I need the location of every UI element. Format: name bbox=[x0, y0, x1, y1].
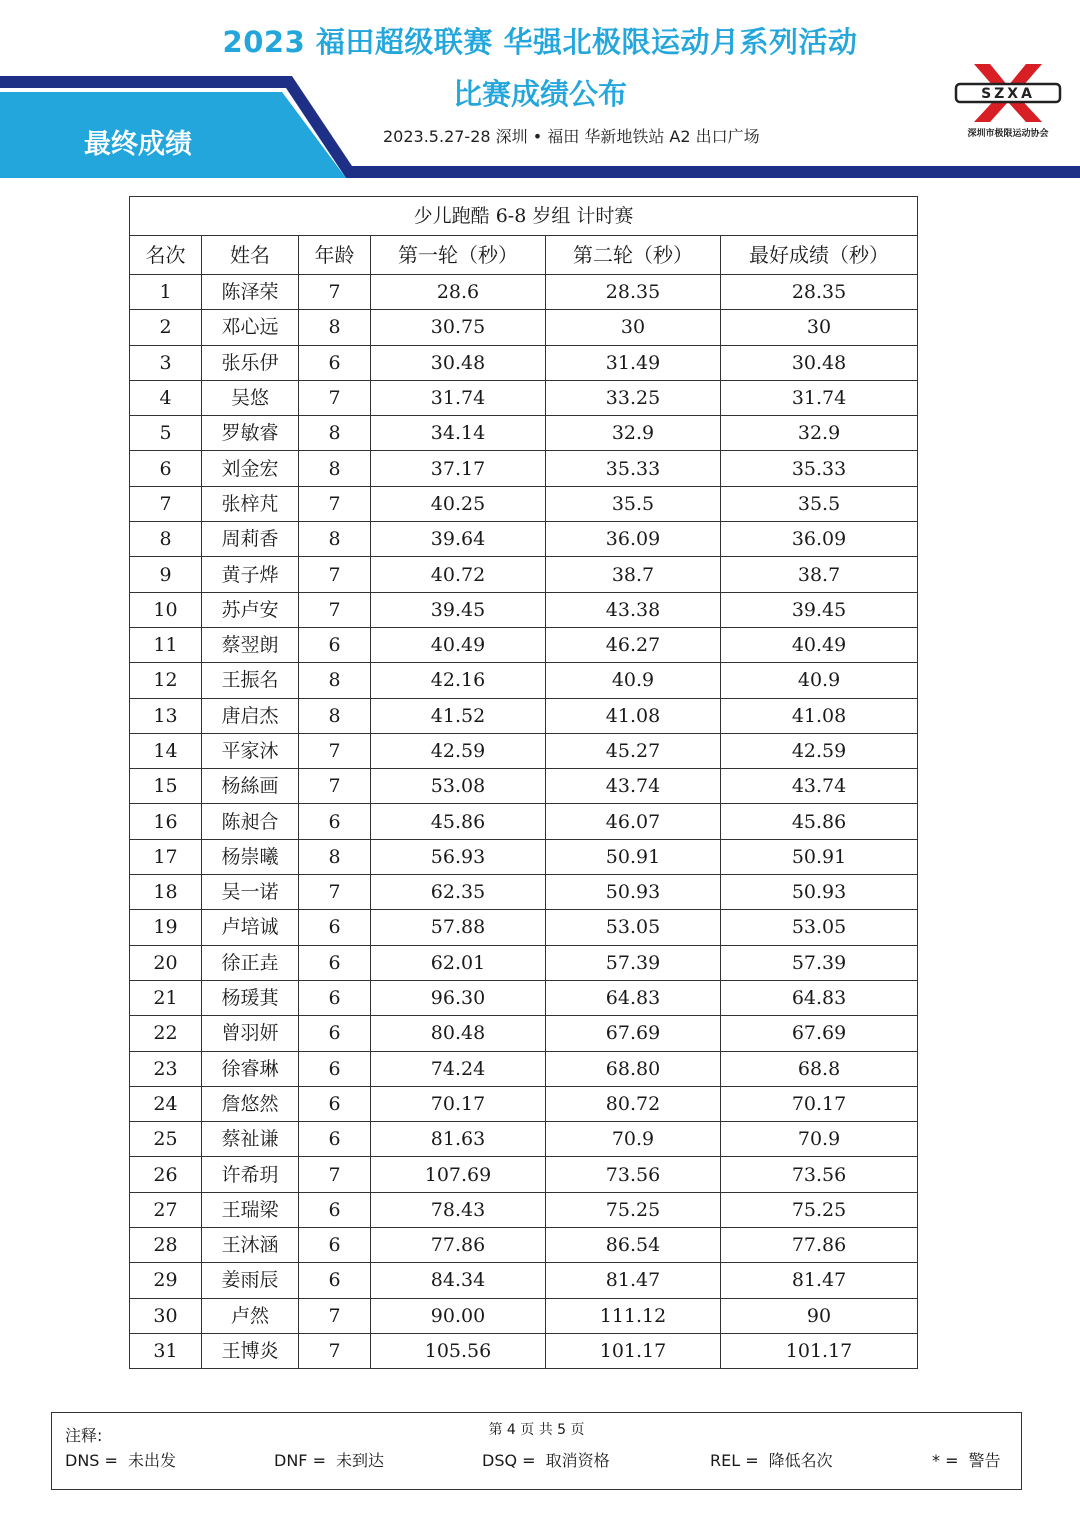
round1-cell: 77.86 bbox=[371, 1228, 546, 1263]
rank-cell: 15 bbox=[130, 769, 202, 804]
legend-code: REL = bbox=[710, 1451, 759, 1470]
rank-cell: 29 bbox=[130, 1263, 202, 1298]
col-header-round2: 第二轮（秒） bbox=[546, 236, 721, 275]
best-cell: 40.49 bbox=[721, 627, 918, 662]
table-caption: 少儿跑酷 6-8 岁组 计时赛 bbox=[130, 197, 918, 236]
round1-cell: 42.16 bbox=[371, 663, 546, 698]
table-row bbox=[130, 275, 918, 310]
table-row bbox=[130, 1157, 918, 1192]
round1-cell: 84.34 bbox=[371, 1263, 546, 1298]
round2-cell: 43.38 bbox=[546, 592, 721, 627]
round1-cell: 105.56 bbox=[371, 1333, 546, 1368]
name-cell: 吴悠 bbox=[202, 380, 299, 415]
round2-cell: 67.69 bbox=[546, 1016, 721, 1051]
association-logo-icon bbox=[952, 62, 1064, 124]
round2-cell: 75.25 bbox=[546, 1192, 721, 1227]
rank-cell: 24 bbox=[130, 1086, 202, 1121]
best-cell: 70.17 bbox=[721, 1086, 918, 1121]
round2-cell: 46.07 bbox=[546, 804, 721, 839]
page-title: 比赛成绩公布 bbox=[452, 77, 627, 111]
best-cell: 45.86 bbox=[721, 804, 918, 839]
table-row bbox=[130, 451, 918, 486]
name-cell: 曾羽妍 bbox=[202, 1016, 299, 1051]
rank-cell: 5 bbox=[130, 416, 202, 451]
round2-cell: 35.33 bbox=[546, 451, 721, 486]
page-header bbox=[0, 0, 1080, 185]
age-cell: 8 bbox=[299, 522, 371, 557]
round2-cell: 50.93 bbox=[546, 875, 721, 910]
age-cell: 7 bbox=[299, 592, 371, 627]
name-cell: 杨絲画 bbox=[202, 769, 299, 804]
round1-cell: 39.64 bbox=[371, 522, 546, 557]
name-cell: 张梓芃 bbox=[202, 486, 299, 521]
legend-code: DNS = bbox=[65, 1451, 118, 1470]
name-cell: 王博炎 bbox=[202, 1333, 299, 1368]
name-cell: 王瑞梁 bbox=[202, 1192, 299, 1227]
table-row bbox=[130, 592, 918, 627]
table-row bbox=[130, 1051, 918, 1086]
best-cell: 50.91 bbox=[721, 839, 918, 874]
round1-cell: 80.48 bbox=[371, 1016, 546, 1051]
results-table bbox=[129, 196, 918, 1369]
age-cell: 8 bbox=[299, 698, 371, 733]
round1-cell: 78.43 bbox=[371, 1192, 546, 1227]
name-cell: 许希玥 bbox=[202, 1157, 299, 1192]
age-cell: 7 bbox=[299, 557, 371, 592]
rank-cell: 25 bbox=[130, 1122, 202, 1157]
round1-cell: 39.45 bbox=[371, 592, 546, 627]
age-cell: 8 bbox=[299, 663, 371, 698]
age-cell: 6 bbox=[299, 1016, 371, 1051]
name-cell: 陈昶合 bbox=[202, 804, 299, 839]
best-cell: 38.7 bbox=[721, 557, 918, 592]
round2-cell: 43.74 bbox=[546, 769, 721, 804]
age-cell: 6 bbox=[299, 1122, 371, 1157]
rank-cell: 18 bbox=[130, 875, 202, 910]
age-cell: 7 bbox=[299, 275, 371, 310]
table-row bbox=[130, 522, 918, 557]
table-row bbox=[130, 627, 918, 662]
name-cell: 吴一诺 bbox=[202, 875, 299, 910]
legend-meaning: 未出发 bbox=[127, 1451, 176, 1470]
rank-cell: 6 bbox=[130, 451, 202, 486]
table-row bbox=[130, 486, 918, 521]
logo-text: SZXA bbox=[981, 86, 1035, 102]
round2-cell: 64.83 bbox=[546, 980, 721, 1015]
name-cell: 张乐伊 bbox=[202, 345, 299, 380]
round2-cell: 40.9 bbox=[546, 663, 721, 698]
name-cell: 陈泽荣 bbox=[202, 275, 299, 310]
age-cell: 8 bbox=[299, 310, 371, 345]
round2-cell: 35.5 bbox=[546, 486, 721, 521]
round2-cell: 101.17 bbox=[546, 1333, 721, 1368]
rank-cell: 12 bbox=[130, 663, 202, 698]
date-location: 2023.5.27-28 深圳 • 福田 华新地铁站 A2 出口广场 bbox=[383, 127, 760, 146]
round1-cell: 96.30 bbox=[371, 980, 546, 1015]
age-cell: 6 bbox=[299, 1086, 371, 1121]
round2-cell: 46.27 bbox=[546, 627, 721, 662]
table-row bbox=[130, 910, 918, 945]
table-row bbox=[130, 875, 918, 910]
round2-cell: 68.80 bbox=[546, 1051, 721, 1086]
rank-cell: 8 bbox=[130, 522, 202, 557]
best-cell: 31.74 bbox=[721, 380, 918, 415]
round1-cell: 53.08 bbox=[371, 769, 546, 804]
round2-cell: 30 bbox=[546, 310, 721, 345]
event-title: 2023 福田超级联赛 华强北极限运动月系列活动 bbox=[222, 25, 858, 59]
best-cell: 70.9 bbox=[721, 1122, 918, 1157]
age-cell: 6 bbox=[299, 980, 371, 1015]
age-cell: 7 bbox=[299, 769, 371, 804]
age-cell: 6 bbox=[299, 1263, 371, 1298]
round1-cell: 90.00 bbox=[371, 1298, 546, 1333]
round1-cell: 40.49 bbox=[371, 627, 546, 662]
name-cell: 杨崇曦 bbox=[202, 839, 299, 874]
round2-cell: 73.56 bbox=[546, 1157, 721, 1192]
rank-cell: 28 bbox=[130, 1228, 202, 1263]
best-cell: 36.09 bbox=[721, 522, 918, 557]
best-cell: 64.83 bbox=[721, 980, 918, 1015]
table-row bbox=[130, 769, 918, 804]
table-row bbox=[130, 345, 918, 380]
round2-cell: 81.47 bbox=[546, 1263, 721, 1298]
table-row bbox=[130, 1228, 918, 1263]
legend-dns bbox=[65, 1448, 176, 1471]
best-cell: 39.45 bbox=[721, 592, 918, 627]
rank-cell: 21 bbox=[130, 980, 202, 1015]
name-cell: 王振名 bbox=[202, 663, 299, 698]
col-header-rank: 名次 bbox=[130, 236, 202, 275]
best-cell: 30 bbox=[721, 310, 918, 345]
best-cell: 50.93 bbox=[721, 875, 918, 910]
name-cell: 苏卢安 bbox=[202, 592, 299, 627]
legend-dsq bbox=[482, 1448, 610, 1471]
best-cell: 42.59 bbox=[721, 733, 918, 768]
round1-cell: 62.35 bbox=[371, 875, 546, 910]
best-cell: 75.25 bbox=[721, 1192, 918, 1227]
legend-code: DNF = bbox=[274, 1451, 326, 1470]
table-row bbox=[130, 1192, 918, 1227]
round1-cell: 28.6 bbox=[371, 275, 546, 310]
round2-cell: 28.35 bbox=[546, 275, 721, 310]
banner-label: 最终成绩 bbox=[84, 129, 192, 160]
round2-cell: 45.27 bbox=[546, 733, 721, 768]
rank-cell: 22 bbox=[130, 1016, 202, 1051]
age-cell: 7 bbox=[299, 733, 371, 768]
round2-cell: 32.9 bbox=[546, 416, 721, 451]
table-row bbox=[130, 804, 918, 839]
table-row bbox=[130, 1016, 918, 1051]
legend-code: DSQ = bbox=[482, 1451, 536, 1470]
name-cell: 徐睿琳 bbox=[202, 1051, 299, 1086]
col-header-round1: 第一轮（秒） bbox=[371, 236, 546, 275]
round2-cell: 53.05 bbox=[546, 910, 721, 945]
name-cell: 邓心远 bbox=[202, 310, 299, 345]
age-cell: 8 bbox=[299, 451, 371, 486]
round1-cell: 40.25 bbox=[371, 486, 546, 521]
name-cell: 徐正垚 bbox=[202, 945, 299, 980]
best-cell: 35.33 bbox=[721, 451, 918, 486]
round2-cell: 38.7 bbox=[546, 557, 721, 592]
name-cell: 姜雨辰 bbox=[202, 1263, 299, 1298]
round1-cell: 62.01 bbox=[371, 945, 546, 980]
table-row bbox=[130, 980, 918, 1015]
rank-cell: 17 bbox=[130, 839, 202, 874]
best-cell: 67.69 bbox=[721, 1016, 918, 1051]
legend-dnf bbox=[274, 1448, 384, 1471]
table-row bbox=[130, 733, 918, 768]
table-row bbox=[130, 945, 918, 980]
round1-cell: 40.72 bbox=[371, 557, 546, 592]
round1-cell: 56.93 bbox=[371, 839, 546, 874]
name-cell: 蔡翌朗 bbox=[202, 627, 299, 662]
legend-meaning: 警告 bbox=[968, 1451, 1001, 1470]
best-cell: 30.48 bbox=[721, 345, 918, 380]
round1-cell: 41.52 bbox=[371, 698, 546, 733]
name-cell: 唐启杰 bbox=[202, 698, 299, 733]
best-cell: 77.86 bbox=[721, 1228, 918, 1263]
table-caption-row bbox=[130, 197, 918, 236]
rank-cell: 4 bbox=[130, 380, 202, 415]
best-cell: 101.17 bbox=[721, 1333, 918, 1368]
age-cell: 6 bbox=[299, 1051, 371, 1086]
round1-cell: 30.48 bbox=[371, 345, 546, 380]
round1-cell: 30.75 bbox=[371, 310, 546, 345]
name-cell: 黄子烨 bbox=[202, 557, 299, 592]
best-cell: 35.5 bbox=[721, 486, 918, 521]
legend-meaning: 未到达 bbox=[335, 1451, 384, 1470]
legend-meaning: 降低名次 bbox=[768, 1451, 833, 1470]
best-cell: 90 bbox=[721, 1298, 918, 1333]
rank-cell: 3 bbox=[130, 345, 202, 380]
table-row bbox=[130, 380, 918, 415]
best-cell: 53.05 bbox=[721, 910, 918, 945]
logo-caption: 深圳市极限运动协会 bbox=[967, 129, 1049, 139]
age-cell: 7 bbox=[299, 1333, 371, 1368]
rank-cell: 2 bbox=[130, 310, 202, 345]
age-cell: 6 bbox=[299, 910, 371, 945]
age-cell: 7 bbox=[299, 875, 371, 910]
notes-label: 注释: bbox=[65, 1426, 103, 1445]
best-cell: 57.39 bbox=[721, 945, 918, 980]
table-row bbox=[130, 839, 918, 874]
round1-cell: 31.74 bbox=[371, 380, 546, 415]
rank-cell: 14 bbox=[130, 733, 202, 768]
round1-cell: 37.17 bbox=[371, 451, 546, 486]
age-cell: 6 bbox=[299, 1228, 371, 1263]
age-cell: 8 bbox=[299, 839, 371, 874]
round1-cell: 42.59 bbox=[371, 733, 546, 768]
round1-cell: 34.14 bbox=[371, 416, 546, 451]
name-cell: 卢培诚 bbox=[202, 910, 299, 945]
best-cell: 41.08 bbox=[721, 698, 918, 733]
footer-notes bbox=[51, 1412, 1022, 1490]
table-row bbox=[130, 1263, 918, 1298]
rank-cell: 7 bbox=[130, 486, 202, 521]
table-row bbox=[130, 1298, 918, 1333]
col-header-name: 姓名 bbox=[202, 236, 299, 275]
age-cell: 8 bbox=[299, 416, 371, 451]
age-cell: 7 bbox=[299, 380, 371, 415]
rank-cell: 20 bbox=[130, 945, 202, 980]
rank-cell: 11 bbox=[130, 627, 202, 662]
rank-cell: 31 bbox=[130, 1333, 202, 1368]
age-cell: 6 bbox=[299, 627, 371, 662]
age-cell: 7 bbox=[299, 1157, 371, 1192]
round2-cell: 86.54 bbox=[546, 1228, 721, 1263]
table-row bbox=[130, 1122, 918, 1157]
round1-cell: 57.88 bbox=[371, 910, 546, 945]
col-header-best: 最好成绩（秒） bbox=[721, 236, 918, 275]
table-row bbox=[130, 416, 918, 451]
table-row bbox=[130, 1333, 918, 1368]
round2-cell: 57.39 bbox=[546, 945, 721, 980]
rank-cell: 19 bbox=[130, 910, 202, 945]
round2-cell: 50.91 bbox=[546, 839, 721, 874]
best-cell: 43.74 bbox=[721, 769, 918, 804]
age-cell: 7 bbox=[299, 486, 371, 521]
name-cell: 蔡祉谦 bbox=[202, 1122, 299, 1157]
round2-cell: 33.25 bbox=[546, 380, 721, 415]
legend-meaning: 取消资格 bbox=[545, 1451, 610, 1470]
rank-cell: 1 bbox=[130, 275, 202, 310]
round2-cell: 70.9 bbox=[546, 1122, 721, 1157]
name-cell: 平家沐 bbox=[202, 733, 299, 768]
table-row bbox=[130, 557, 918, 592]
round2-cell: 111.12 bbox=[546, 1298, 721, 1333]
rank-cell: 23 bbox=[130, 1051, 202, 1086]
table-header-row bbox=[130, 236, 918, 275]
legend-warning bbox=[932, 1448, 1001, 1471]
round2-cell: 31.49 bbox=[546, 345, 721, 380]
round1-cell: 74.24 bbox=[371, 1051, 546, 1086]
rank-cell: 9 bbox=[130, 557, 202, 592]
page-indicator: 第 4 页 共 5 页 bbox=[488, 1422, 585, 1438]
name-cell: 卢然 bbox=[202, 1298, 299, 1333]
best-cell: 40.9 bbox=[721, 663, 918, 698]
round1-cell: 70.17 bbox=[371, 1086, 546, 1121]
name-cell: 詹悠然 bbox=[202, 1086, 299, 1121]
col-header-age: 年龄 bbox=[299, 236, 371, 275]
legend-rel bbox=[710, 1448, 833, 1471]
name-cell: 周莉香 bbox=[202, 522, 299, 557]
rank-cell: 10 bbox=[130, 592, 202, 627]
table-row bbox=[130, 310, 918, 345]
rank-cell: 30 bbox=[130, 1298, 202, 1333]
round2-cell: 41.08 bbox=[546, 698, 721, 733]
best-cell: 32.9 bbox=[721, 416, 918, 451]
table-row bbox=[130, 1086, 918, 1121]
best-cell: 68.8 bbox=[721, 1051, 918, 1086]
name-cell: 王沐涵 bbox=[202, 1228, 299, 1263]
round2-cell: 80.72 bbox=[546, 1086, 721, 1121]
age-cell: 6 bbox=[299, 1192, 371, 1227]
name-cell: 杨瑗萁 bbox=[202, 980, 299, 1015]
name-cell: 刘金宏 bbox=[202, 451, 299, 486]
round1-cell: 45.86 bbox=[371, 804, 546, 839]
age-cell: 6 bbox=[299, 945, 371, 980]
name-cell: 罗敏睿 bbox=[202, 416, 299, 451]
rank-cell: 13 bbox=[130, 698, 202, 733]
best-cell: 81.47 bbox=[721, 1263, 918, 1298]
age-cell: 7 bbox=[299, 1298, 371, 1333]
rank-cell: 27 bbox=[130, 1192, 202, 1227]
age-cell: 6 bbox=[299, 345, 371, 380]
age-cell: 6 bbox=[299, 804, 371, 839]
best-cell: 28.35 bbox=[721, 275, 918, 310]
round1-cell: 107.69 bbox=[371, 1157, 546, 1192]
table-row bbox=[130, 663, 918, 698]
round2-cell: 36.09 bbox=[546, 522, 721, 557]
rank-cell: 26 bbox=[130, 1157, 202, 1192]
table-row bbox=[130, 698, 918, 733]
rank-cell: 16 bbox=[130, 804, 202, 839]
round1-cell: 81.63 bbox=[371, 1122, 546, 1157]
best-cell: 73.56 bbox=[721, 1157, 918, 1192]
legend-code: * = bbox=[932, 1451, 959, 1470]
